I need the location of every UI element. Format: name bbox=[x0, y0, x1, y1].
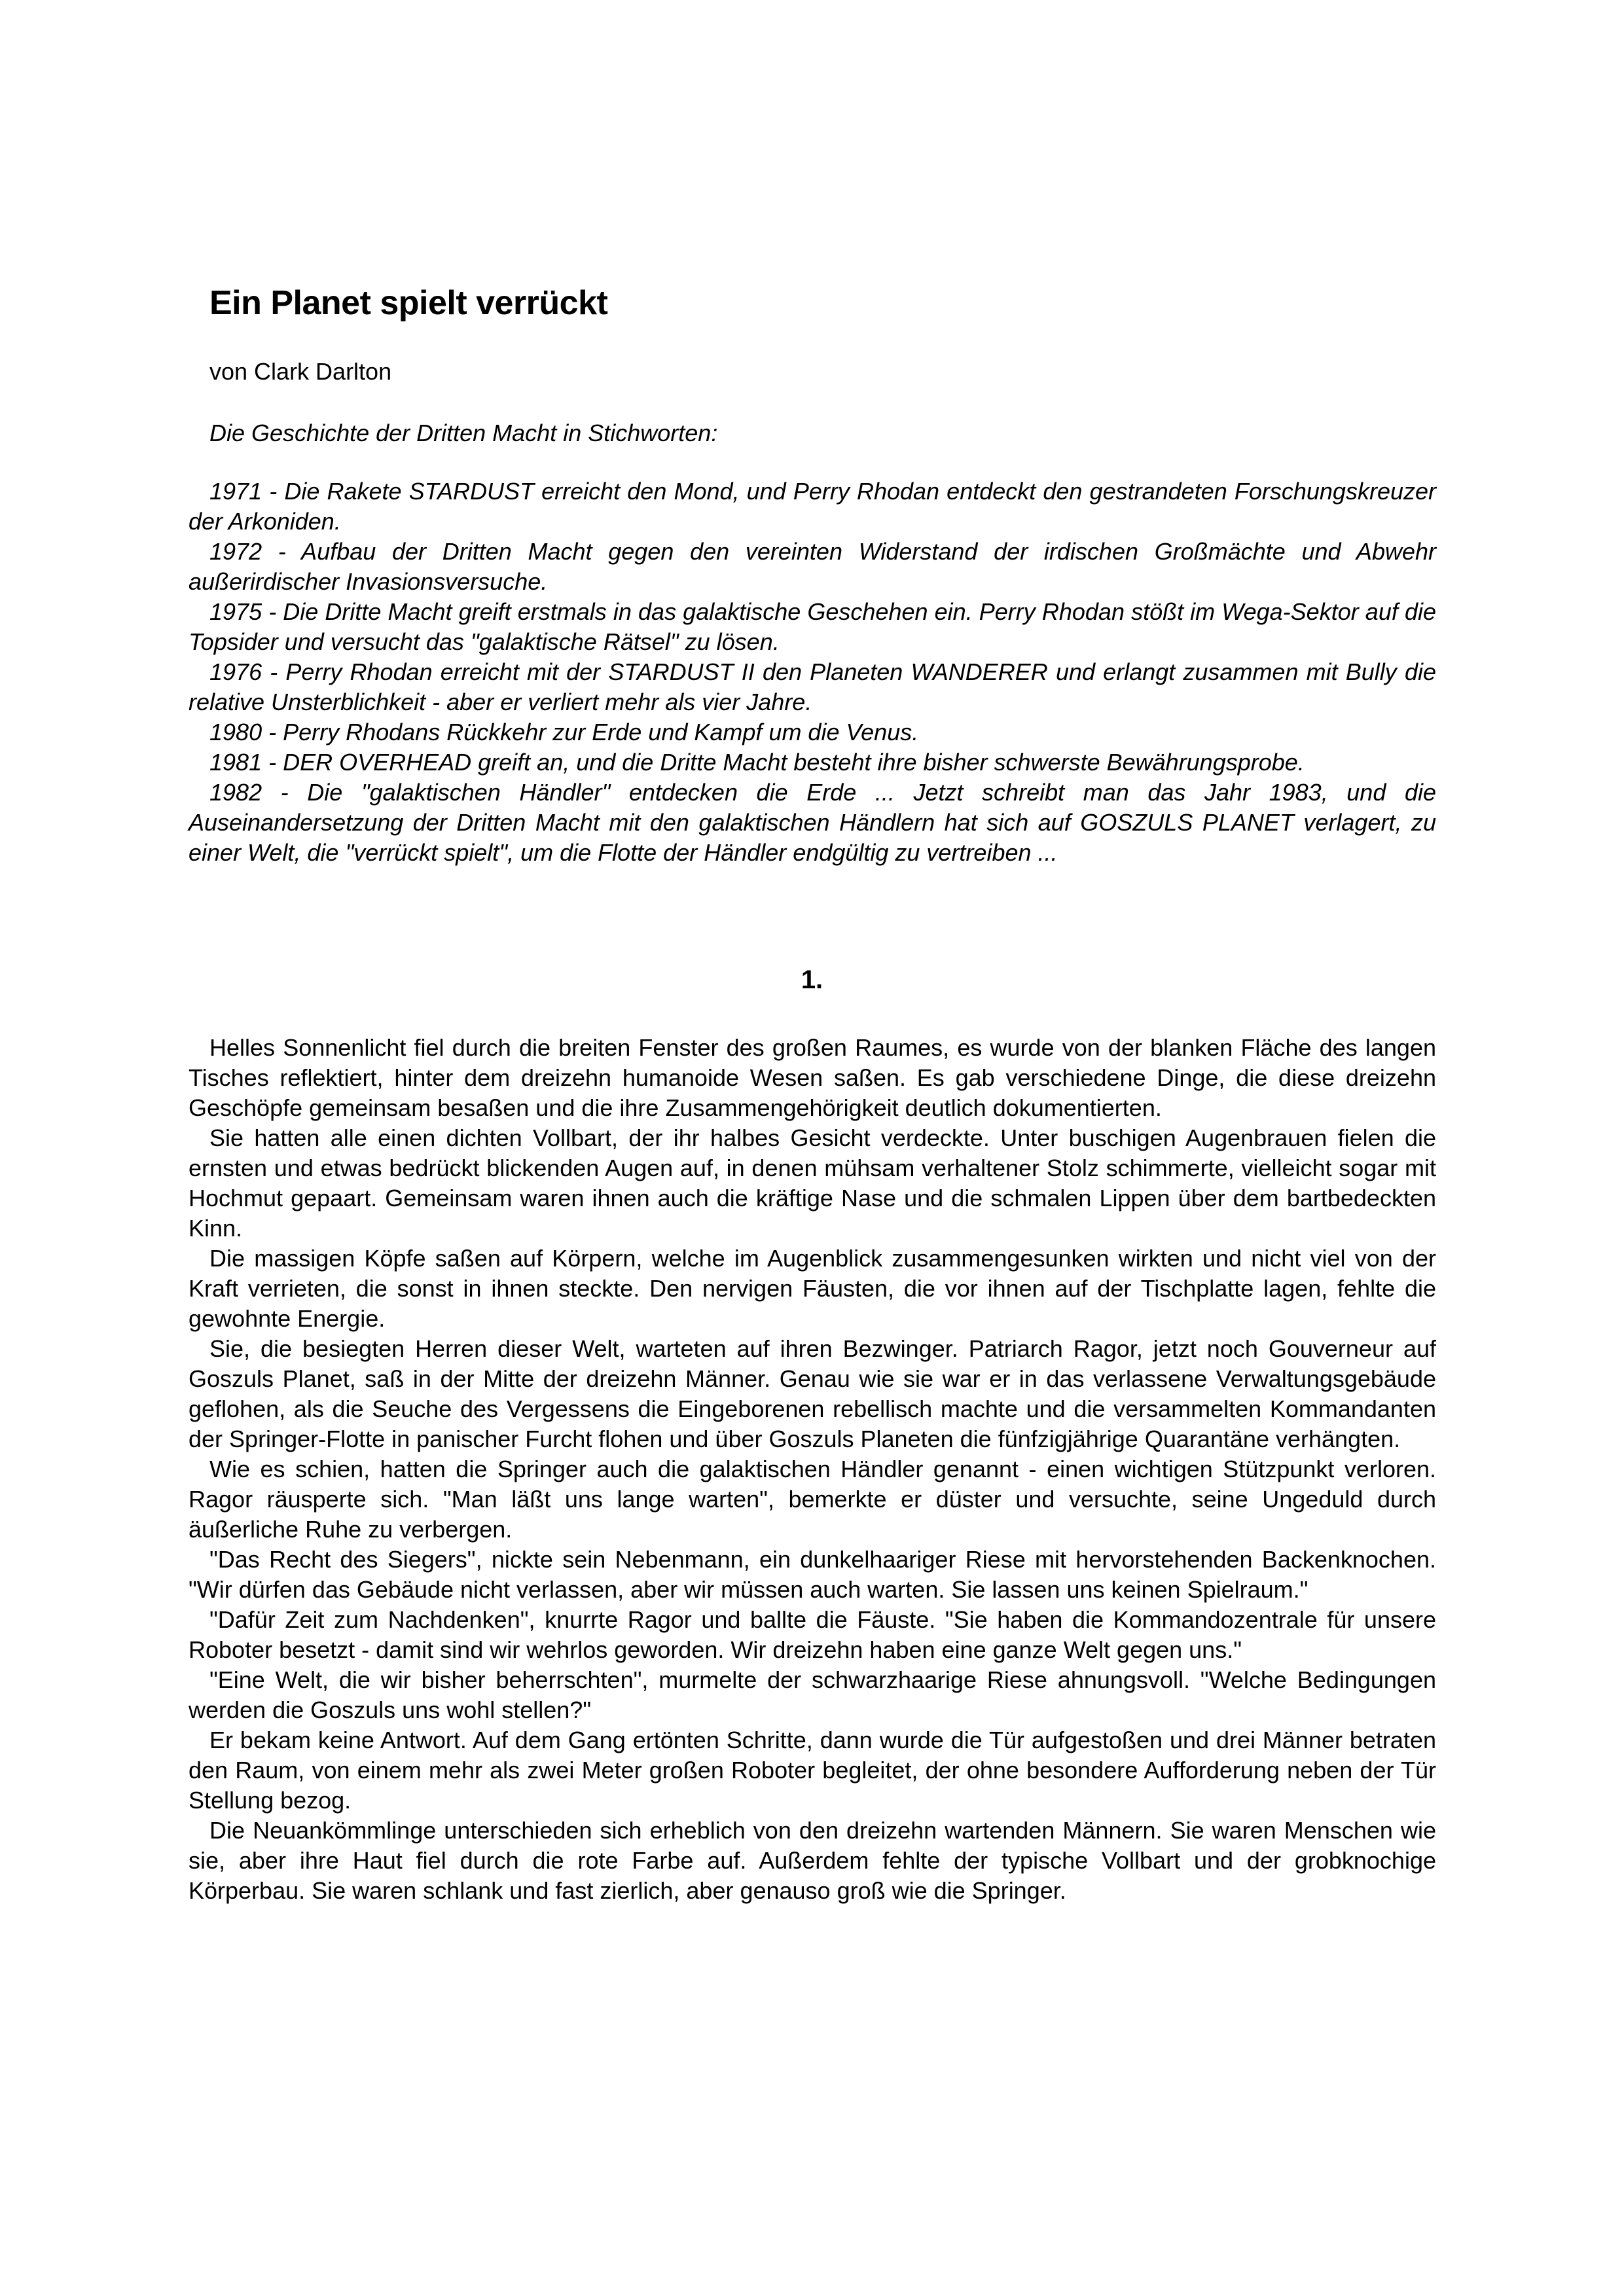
chronology-entry: 1976 - Perry Rhodan erreicht mit der STARDUST II den Planeten WANDERER und erlangt zusammen mit Bully die relative Unsterblichkeit - aber er verliert mehr als vier Jahre. bbox=[189, 658, 1436, 715]
story-text bbox=[189, 1033, 1436, 1906]
chronology-entry: 1982 - Die "galaktischen Händler" entdecken die Erde ... Jetzt schreibt man das Jahr 1983, und die Auseinandersetzung der Dritten Macht mit den galaktischen Händlern hat sich auf GOSZULS PLANET verlagert, zu einer Welt, die "verrückt spielt", um die Flotte der Händler endgültig zu vertreiben ... bbox=[189, 779, 1436, 866]
story-paragraph: Die massigen Köpfe saßen auf Körpern, welche im Augenblick zusammengesunken wirkten und nicht viel von der Kraft verrieten, die sonst in ihnen steckte. Den nervigen Fäusten, die vor ihnen auf der Tischplatte lagen, fehlte die gewohnte Energie. bbox=[189, 1245, 1436, 1332]
chronology-entry: 1980 - Perry Rhodans Rückkehr zur Erde und Kampf um die Venus. bbox=[209, 719, 919, 745]
story-paragraph: "Das Recht des Siegers", nickte sein Nebenmann, ein dunkelhaariger Riese mit hervorstehenden Backenknochen. "Wir dürfen das Gebäude nicht verlassen, aber wir müssen auch warten. Sie lassen uns keinen Spielraum." bbox=[189, 1546, 1436, 1603]
story-paragraph: Sie, die besiegten Herren dieser Welt, warteten auf ihren Bezwinger. Patriarch Ragor, jetzt noch Gouverneur auf Goszuls Planet, saß in der Mitte der dreizehn Männer. Genau wie sie war er in das verlassene Verwaltungsgebäude geflohen, als die Seuche des Vergessens die Eingeborenen rebellisch machte und die versammelten Kommandanten der Springer-Flotte in panischer Furcht flohen und über Goszuls Planeten die fünfzigjährige Quarantäne verhängten. bbox=[189, 1335, 1436, 1452]
author-line: von Clark Darlton bbox=[209, 358, 392, 385]
chronology-entry: 1971 - Die Rakete STARDUST erreicht den Mond, und Perry Rhodan entdeckt den gestrandeten Forschungskreuzer der Arkoniden. bbox=[189, 478, 1436, 535]
story-paragraph: "Eine Welt, die wir bisher beherrschten", murmelte der schwarzhaarige Riese ahnungsvoll. "Welche Bedingungen werden die Goszuls uns wohl stellen?" bbox=[189, 1666, 1436, 1723]
story-paragraph: Sie hatten alle einen dichten Vollbart, der ihr halbes Gesicht verdeckte. Unter buschigen Augenbrauen fielen die ernsten und etwas bedrückt blickenden Augen auf, in denen mühsam verhaltener Stolz schimmerte, vielleicht sogar mit Hochmut gepaart. Gemeinsam waren ihnen auch die kräftige Nase und die schmalen Lippen über dem bartbedeckten Kinn. bbox=[189, 1124, 1436, 1242]
story-paragraph: Er bekam keine Antwort. Auf dem Gang ertönten Schritte, dann wurde die Tür aufgestoßen und drei Männer betraten den Raum, von einem mehr als zwei Meter großen Roboter begleitet, der ohne besondere Aufforderung neben der Tür Stellung bezog. bbox=[189, 1727, 1436, 1814]
document-title: Ein Planet spielt verrückt bbox=[209, 284, 608, 322]
story-paragraph: Die Neuankömmlinge unterschieden sich erheblich von den dreizehn wartenden Männern. Sie waren Menschen wie sie, aber ihre Haut fiel durch die rote Farbe auf. Außerdem fehlte der typische Vollbart und der grobknochige Körperbau. Sie waren schlank und fast zierlich, aber genauso groß wie die Springer. bbox=[189, 1817, 1436, 1904]
chronology-section bbox=[189, 476, 1436, 868]
story-paragraph: Helles Sonnenlicht fiel durch die breiten Fenster des großen Raumes, es wurde von der blanken Fläche des langen Tisches reflektiert, hinter dem dreizehn humanoide Wesen saßen. Es gab verschiedene Dinge, die diese dreizehn Geschöpfe gemeinsam besaßen und die ihre Zusammengehörigkeit deutlich dokumentierten. bbox=[189, 1034, 1436, 1121]
intro-heading: Die Geschichte der Dritten Macht in Stichworten: bbox=[209, 420, 718, 446]
story-paragraph: Wie es schien, hatten die Springer auch die galaktischen Händler genannt - einen wichtigen Stützpunkt verloren. Ragor räusperte sich. "Man läßt uns lange warten", bemerkte er düster und versuchte, seine Ungeduld durch äußerliche Ruhe zu verbergen. bbox=[189, 1456, 1436, 1543]
chronology-entry: 1981 - DER OVERHEAD greift an, und die Dritte Macht besteht ihre bisher schwerste Bewährungsprobe. bbox=[209, 749, 1305, 776]
chronology-entry: 1972 - Aufbau der Dritten Macht gegen den vereinten Widerstand der irdischen Großmächte und Abwehr außerirdischer Invasionsversuche. bbox=[189, 538, 1436, 595]
chapter-number: 1. bbox=[801, 965, 823, 994]
chronology-entry: 1975 - Die Dritte Macht greift erstmals in das galaktische Geschehen ein. Perry Rhodan stößt im Wega-Sektor auf die Topsider und versucht das "galaktische Rätsel" zu lösen. bbox=[189, 598, 1436, 655]
story-paragraph: "Dafür Zeit zum Nachdenken", knurrte Ragor und ballte die Fäuste. "Sie haben die Kommandozentrale für unsere Roboter besetzt - damit sind wir wehrlos geworden. Wir dreizehn haben eine ganze Welt gegen uns." bbox=[189, 1606, 1436, 1663]
